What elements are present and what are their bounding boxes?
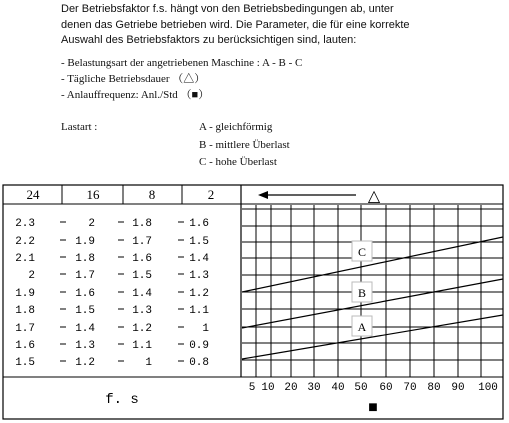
intro-paragraph	[61, 2, 410, 49]
factor-values	[15, 218, 209, 369]
x-tick-label: 80	[427, 382, 441, 394]
factor-value: 1.3	[189, 270, 209, 282]
factor-value: 1.3	[75, 340, 95, 352]
curve-label-b: B	[357, 286, 367, 300]
lastart-item: A - gleichförmig	[199, 121, 273, 133]
parameter-list	[61, 55, 302, 103]
square-symbol: ■	[368, 399, 378, 416]
factor-value: 1.4	[75, 323, 95, 335]
factor-value: 1.3	[132, 305, 152, 317]
header-hours: 8	[148, 187, 156, 202]
factor-value: 1.1	[132, 340, 152, 352]
header-hours: 2	[207, 187, 215, 202]
x-tick-label: 30	[307, 382, 321, 394]
x-tick-label: 60	[379, 382, 393, 394]
factor-value: 1.7	[132, 236, 152, 248]
factor-value: 1.2	[75, 357, 95, 369]
intro-line: denen das Getriebe betrieben wird. Die Parameter, die für eine korrekte	[61, 18, 410, 31]
header-hours: 16	[86, 187, 100, 202]
factor-value: 1.8	[132, 218, 152, 230]
factor-value: 1.9	[15, 288, 35, 300]
header-hours: 24	[26, 187, 40, 202]
factor-value: 1.4	[132, 288, 152, 300]
x-tick-label: 70	[403, 382, 417, 394]
factor-value: 0.8	[189, 357, 209, 369]
x-tick-label: 90	[451, 382, 465, 394]
factor-value: 1.5	[189, 236, 209, 248]
factor-value: 0.9	[189, 340, 209, 352]
lastart-item: C - hohe Überlast	[199, 156, 277, 168]
factor-value: 1.6	[15, 340, 35, 352]
x-tick-label: 5	[248, 382, 256, 394]
lastart-label: Lastart :	[61, 121, 98, 133]
factor-value: 1.7	[15, 323, 35, 335]
x-tick-label: 100	[478, 382, 498, 394]
factor-value: 2	[28, 270, 35, 282]
factor-value: 2	[88, 218, 95, 230]
intro-line: Auswahl des Betriebsfaktors zu berücksichtigen sind, lauten:	[61, 34, 357, 46]
factor-value: 1.4	[189, 253, 209, 265]
parameter-item: - Tägliche Betriebsdauer （△）	[61, 73, 206, 85]
factor-value: 1.2	[189, 288, 209, 300]
factor-value: 1.5	[75, 305, 95, 317]
x-axis-ticks	[249, 382, 498, 394]
x-tick-label: 50	[354, 382, 368, 394]
factor-value: 1.8	[75, 253, 95, 265]
fs-label: f. s	[105, 392, 139, 408]
x-tick-label: 20	[284, 382, 298, 394]
factor-value: 1.2	[132, 323, 152, 335]
factor-value: 1.5	[15, 357, 35, 369]
parameter-item: - Belastungsart der angetriebenen Maschine : A - B - C	[61, 57, 303, 69]
factor-value: 2.1	[15, 253, 35, 265]
curve-label-c: C	[357, 245, 367, 259]
factor-value: 1	[145, 357, 152, 369]
service-factor-table	[0, 183, 509, 423]
parameter-item: - Anlauffrequenz: Anl./Std （■）	[61, 89, 210, 101]
x-tick-label: 40	[331, 382, 345, 394]
x-tick-label: 10	[261, 382, 275, 394]
factor-value: 2.2	[15, 236, 35, 248]
curve-label-a: A	[357, 320, 367, 334]
factor-value: 1.6	[189, 218, 209, 230]
factor-value: 1	[202, 323, 209, 335]
factor-value: 1.5	[132, 270, 152, 282]
factor-value: 1.7	[75, 270, 95, 282]
factor-value: 1.6	[75, 288, 95, 300]
lastart-list	[199, 119, 290, 172]
factor-value: 2.3	[15, 218, 35, 230]
factor-value: 1.6	[132, 253, 152, 265]
factor-value: 1.9	[75, 236, 95, 248]
factor-value: 1.1	[189, 305, 209, 317]
triangle-symbol: △	[367, 188, 381, 205]
factor-value: 1.8	[15, 305, 35, 317]
arrow-head-icon	[258, 191, 268, 199]
intro-line: Der Betriebsfaktor f.s. hängt von den Betriebsbedingungen ab, unter	[61, 3, 394, 15]
lastart-item: B - mittlere Überlast	[199, 138, 290, 151]
